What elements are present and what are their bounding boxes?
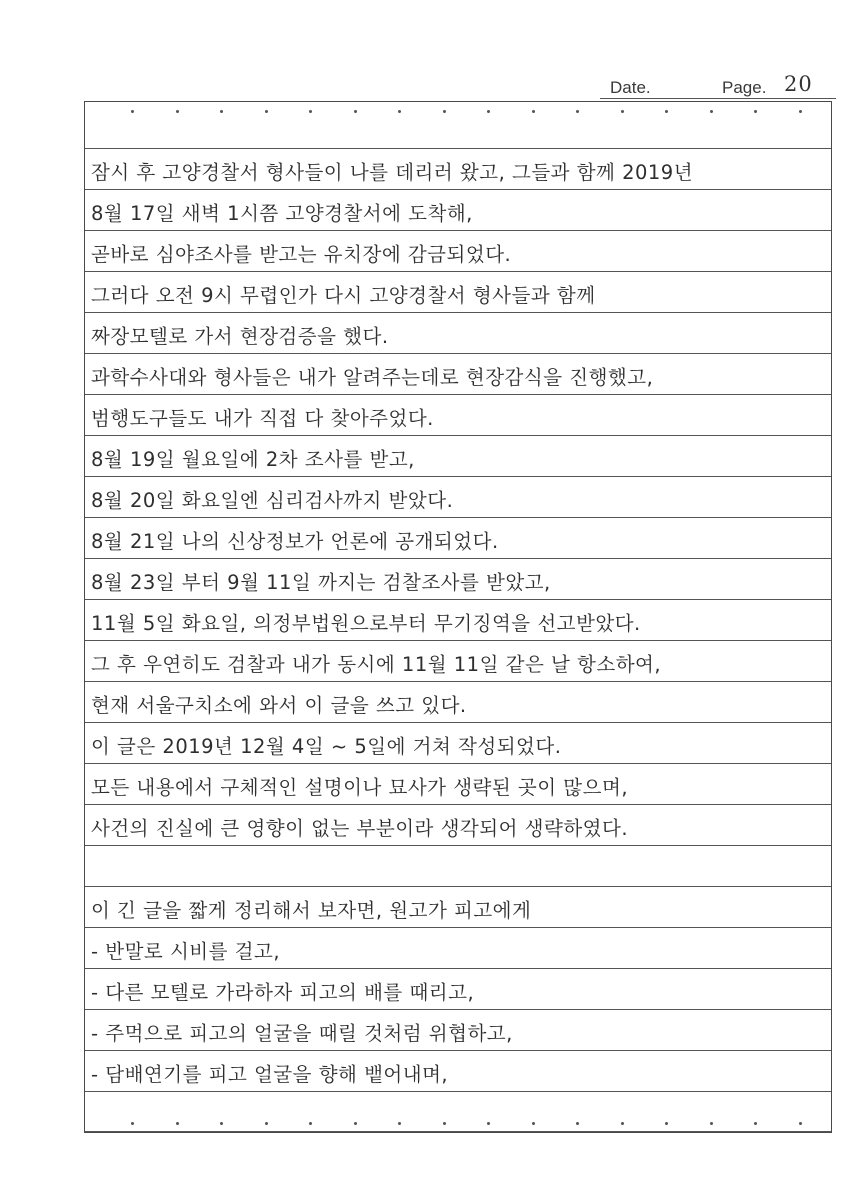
ruled-line [85, 435, 831, 476]
handwritten-text-lines [85, 148, 831, 1132]
guide-dot [309, 110, 312, 113]
date-label: Date. [610, 78, 651, 97]
guide-dot [754, 110, 757, 113]
handwritten-line-text: 8월 20일 화요일엔 심리검사까지 받았다. [91, 489, 454, 512]
guide-dot [265, 1122, 268, 1125]
guide-dot [621, 1122, 624, 1125]
ruled-line [85, 599, 831, 640]
page-label: Page. [722, 78, 767, 97]
handwritten-line-text: 모든 내용에서 구체적인 설명이나 묘사가 생략된 곳이 많으며, [91, 776, 629, 799]
handwritten-line-text: - 담배연기를 피고 얼굴을 향해 뱉어내며, [91, 1063, 449, 1086]
guide-dot [131, 110, 134, 113]
guide-dot [799, 1122, 802, 1125]
dot-guide-top [85, 108, 831, 116]
page-number: 20 [784, 72, 813, 96]
guide-dot [532, 110, 535, 113]
handwritten-line-text: 8월 19일 월요일에 2차 조사를 받고, [91, 448, 415, 471]
ruled-line [85, 271, 831, 312]
ruled-line [85, 517, 831, 558]
guide-dot [176, 1122, 179, 1125]
ruled-line [85, 845, 831, 886]
ruled-line [85, 886, 831, 927]
handwritten-line-text: 8월 23일 부터 9월 11일 까지는 검찰조사를 받았고, [91, 571, 551, 594]
guide-dot [354, 1122, 357, 1125]
handwritten-line-text: - 주먹으로 피고의 얼굴을 때릴 것처럼 위협하고, [91, 1022, 513, 1045]
handwritten-line-text: 8월 21일 나의 신상정보가 언론에 공개되었다. [91, 530, 499, 553]
guide-dot [754, 1122, 757, 1125]
ruled-line [85, 927, 831, 968]
ruled-line [85, 722, 831, 763]
guide-dot [443, 1122, 446, 1125]
handwritten-line-text: 사건의 진실에 큰 영향이 없는 부분이라 생각되어 생략하였다. [91, 817, 629, 840]
handwritten-line-text: 곧바로 심야조사를 받고는 유치장에 감금되었다. [91, 243, 512, 266]
guide-dot [799, 110, 802, 113]
guide-dot [487, 110, 490, 113]
dot-guide-bottom [85, 1120, 831, 1128]
guide-dot [354, 110, 357, 113]
handwritten-line-text: 잠시 후 고양경찰서 형사들이 나를 데리러 왔고, 그들과 함께 2019년 [91, 161, 694, 184]
guide-dot [309, 1122, 312, 1125]
ruled-line [85, 558, 831, 599]
guide-dot [621, 110, 624, 113]
handwritten-line-text: 이 긴 글을 짧게 정리해서 보자면, 원고가 피고에게 [91, 899, 532, 922]
handwritten-line-text: 현재 서울구치소에 와서 이 글을 쓰고 있다. [91, 694, 467, 717]
ruled-line [85, 230, 831, 271]
ruled-line [85, 1009, 831, 1050]
page-header [600, 74, 836, 100]
handwritten-line-text: 11월 5일 화요일, 의정부법원으로부터 무기징역을 선고받았다. [91, 612, 641, 635]
guide-dot [576, 1122, 579, 1125]
ruled-line [85, 353, 831, 394]
guide-dot [398, 110, 401, 113]
ruled-line [85, 148, 831, 189]
ruled-line [85, 968, 831, 1009]
ruled-line [85, 189, 831, 230]
guide-dot [576, 110, 579, 113]
handwritten-line-text: 8월 17일 새벽 1시쯤 고양경찰서에 도착해, [91, 202, 473, 225]
guide-dot [710, 110, 713, 113]
handwritten-line-text: 그러다 오전 9시 무렵인가 다시 고양경찰서 형사들과 함께 [91, 284, 596, 307]
guide-dot [532, 1122, 535, 1125]
notebook-sheet [84, 101, 832, 1133]
ruled-line [85, 681, 831, 722]
ruled-line [85, 640, 831, 681]
guide-dot [665, 110, 668, 113]
ruled-line [85, 394, 831, 435]
guide-dot [398, 1122, 401, 1125]
guide-dot [487, 1122, 490, 1125]
guide-dot [220, 1122, 223, 1125]
handwritten-line-text: - 다른 모텔로 가라하자 피고의 배를 때리고, [91, 981, 475, 1004]
handwritten-line-text: 범행도구들도 내가 직접 다 찾아주었다. [91, 407, 434, 430]
ruled-line [85, 804, 831, 845]
guide-dot [665, 1122, 668, 1125]
ruled-line [85, 763, 831, 804]
handwritten-line-text: 과학수사대와 형사들은 내가 알려주는데로 현장감식을 진행했고, [91, 366, 654, 389]
guide-dot [176, 110, 179, 113]
handwritten-line-text: 이 글은 2019년 12월 4일 ~ 5일에 거쳐 작성되었다. [91, 735, 562, 758]
ruled-line [85, 476, 831, 517]
guide-dot [265, 110, 268, 113]
ruled-line [85, 312, 831, 353]
guide-dot [710, 1122, 713, 1125]
guide-dot [443, 110, 446, 113]
ruled-line [85, 1050, 831, 1091]
guide-dot [220, 110, 223, 113]
handwritten-line-text: 짜장모텔로 가서 현장검증을 했다. [91, 325, 389, 348]
handwritten-line-text: - 반말로 시비를 걸고, [91, 940, 281, 963]
guide-dot [131, 1122, 134, 1125]
handwritten-line-text: 그 후 우연히도 검찰과 내가 동시에 11월 11일 같은 날 항소하여, [91, 653, 662, 676]
header-underline [600, 98, 836, 99]
